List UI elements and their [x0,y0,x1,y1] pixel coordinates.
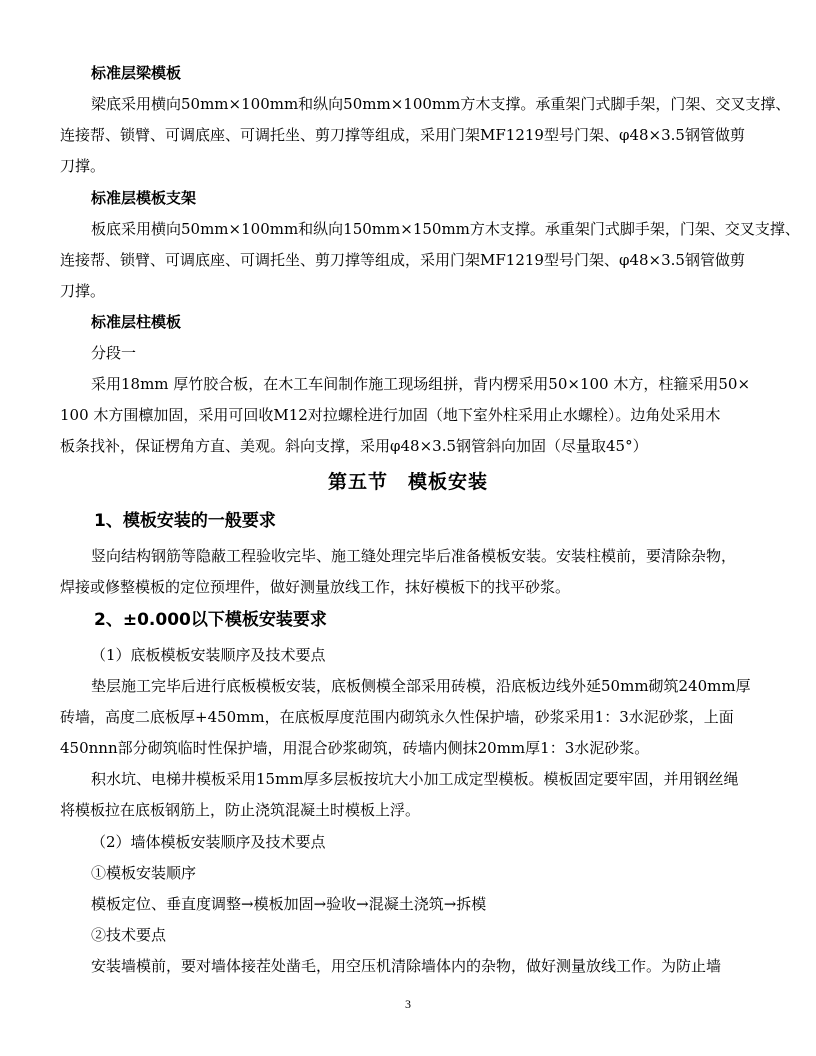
paragraph-line: 竖向结构钢筋等隐蔽工程验收完毕、施工缝处理完毕后准备模板安装。安装柱模前，要清除杂物， [91,547,737,565]
paragraph-line: 板底采用横向50mm×100mm和纵向150mm×150mm方木支撑。承重架门式脚手架，门架、交叉支撑、 [91,220,800,238]
paragraph-line: 100 木方围檩加固，采用可回收M12对拉螺栓进行加固（地下室外柱采用止水螺栓）。边角处采用木 [60,406,721,424]
list-item-heading: （1）底板模板安装顺序及技术要点 [91,646,326,664]
paragraph-line: 板条找补，保证楞角方直、美观。斜向支撑，采用φ48×3.5钢管斜向加固（尽量取45°） [60,437,648,455]
section-heading-beam-formwork: 标准层梁模板 [91,64,182,82]
page-number: 3 [405,997,411,1011]
paragraph-line: 采用18mm 厚竹胶合板，在木工车间制作施工现场组拼，背内楞采用50×100 木方，柱箍采用50× [91,375,751,393]
section-heading-column-formwork: 标准层柱模板 [91,313,182,331]
paragraph-line: 梁底采用横向50mm×100mm和纵向50mm×100mm方木支撑。承重架门式脚手架，门架、交叉支撑、 [91,95,791,113]
paragraph-line: 砖墙，高度二底板厚+450mm，在底板厚度范围内砌筑永久性保护墙，砂浆采用1：3水泥砂浆，上面 [60,708,734,726]
paragraph-line: 将模板拉在底板钢筋上，防止浇筑混凝土时模板上浮。 [60,801,421,819]
list-subitem: ①模板安装顺序 [91,864,197,882]
paragraph-line: 刀撑。 [60,282,106,300]
paragraph-line: 积水坑、电梯井模板采用15mm厚多层板按坑大小加工成定型模板。模板固定要牢固，并用钢丝绳 [91,770,739,788]
chapter-title: 第五节 模板安装 [327,471,488,493]
subsection-title: 1、模板安装的一般要求 [94,511,276,531]
paragraph-line: 连接帮、锁臂、可调底座、可调托坐、剪刀撑等组成，采用门架MF1219型号门架、φ48×3.5钢管做剪 [60,126,745,144]
list-subitem: ②技术要点 [91,926,167,944]
paragraph-line: 垫层施工完毕后进行底板模板安装，底板侧模全部采用砖模，沿底板边线外延50mm砌筑240mm厚 [91,677,751,695]
paragraph-line: 分段一 [91,344,137,362]
paragraph-line: 刀撑。 [60,157,106,175]
paragraph-line: 模板定位、垂直度调整→模板加固→验收→混凝土浇筑→拆模 [91,895,487,913]
list-item-heading: （2）墙体模板安装顺序及技术要点 [91,833,326,851]
section-heading-slab-support: 标准层模板支架 [91,189,197,207]
paragraph-line: 焊接或修整模板的定位预埋件，做好测量放线工作，抹好模板下的找平砂浆。 [60,578,571,596]
paragraph-line: 连接帮、锁臂、可调底座、可调托坐、剪刀撑等组成，采用门架MF1219型号门架、φ48×3.5钢管做剪 [60,251,745,269]
paragraph-line: 安装墙模前，要对墙体接茬处凿毛，用空压机清除墙体内的杂物，做好测量放线工作。为防止墙 [91,957,722,975]
paragraph-line: 450nnn部分砌筑临时性保护墙，用混合砂浆砌筑，砖墙内侧抹20mm厚1：3水泥砂浆。 [60,739,650,757]
subsection-title: 2、±0.000以下模板安装要求 [94,610,327,630]
